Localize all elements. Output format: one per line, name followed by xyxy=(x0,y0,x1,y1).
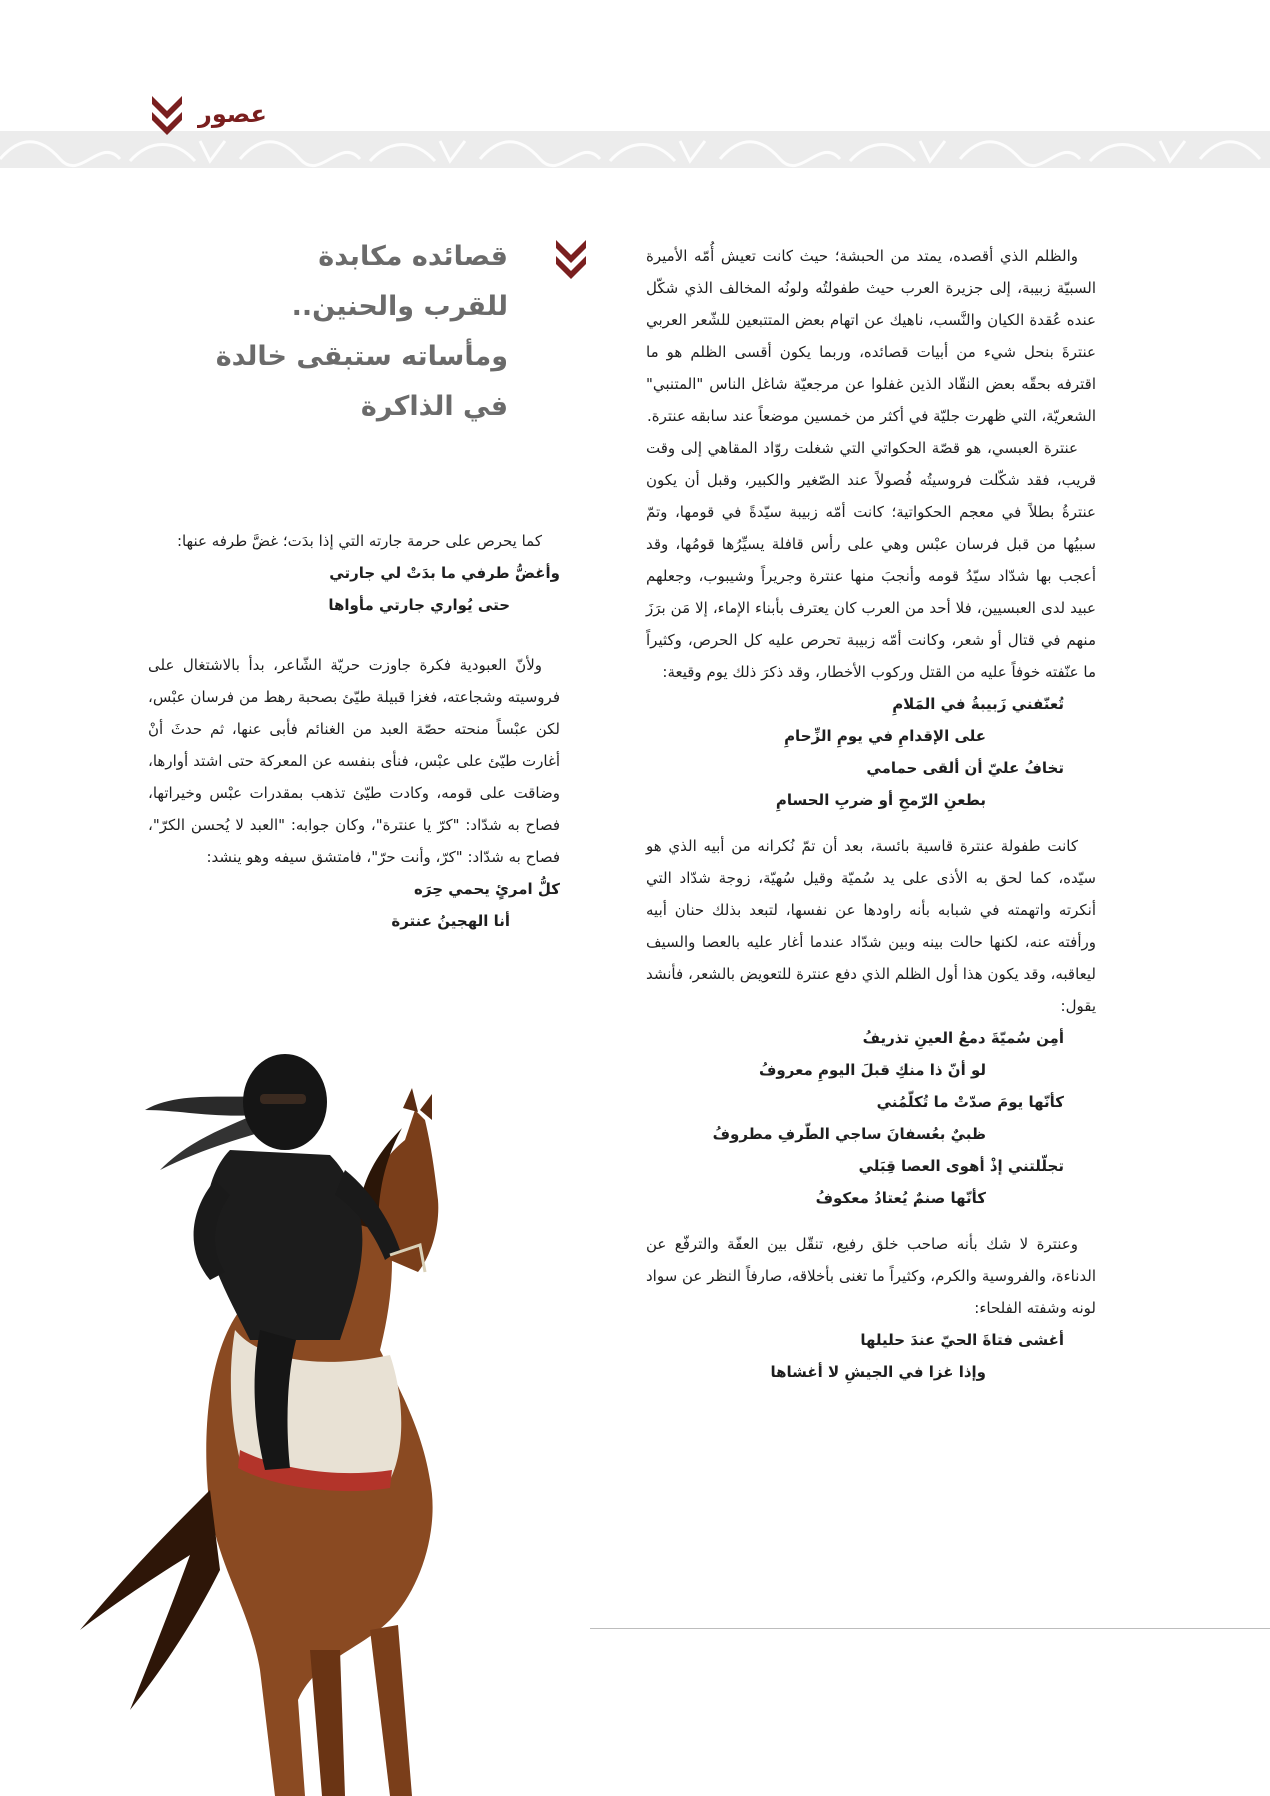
verse-line: وأغضُّ طرفي ما بدَتْ لي جارتي xyxy=(329,564,560,582)
calligraphy-pattern-icon xyxy=(0,131,1270,168)
header-decorative-band xyxy=(0,131,1270,168)
poem-verse xyxy=(646,688,1096,816)
poem-verse xyxy=(148,557,560,621)
body-paragraph: كانت طفولة عنترة قاسية بائسة، بعد أن تمّ نُكرانه من أبيه الذي هو سيّده، كما لحق به الأذى على يد سُميّة وقيل سُهيّة، زوجة شدّاد التي أنكرته واتهمته في شبابه بأنه راودها عن نفسها، لتبعد بذلك حنان أبيه ورأفته عنه، لكنها حالت بينه وبين شدّاد عندما أغار عليه بالعصا والسيف ليعاقبه، وقد يكون هذا أول الظلم الذي دفع عنترة للتعويض بالشعر، فأنشد يقول: xyxy=(646,837,1096,1015)
verse-line: تخافُ عليّ أن ألقى حمامي xyxy=(866,759,1064,777)
body-paragraph: ولأنّ العبودية فكرة جاوزت حريّة الشّاعر، بدأ بالاشتغال على فروسيته وشجاعته، فغزا قبيلة طيّئ بصحبة رهط من فرسان عبْس، لكن عبْساً منحته حصّة العبد من الغنائم فأبى عنها، ثم حدثَ أنْ أغارت طيّئ على عبْس، فنأى بنفسه عن المعركة حتى اشتد أوارها، وضاقت على قومه، وكادت طيّئ تذهب بمقدرات عبْس وخيراتها، فصاح به شدّاد: "كرّ يا عنترة"، وكان جوابه: "العبد لا يُحسن الكرّ"، فصاح به شدّاد: "كرّ، وأنت حرّ"، فامتشق سيفه وهو ينشد: xyxy=(148,656,560,866)
verse-line: تُعنّفني زَبيبةُ في المَلامِ xyxy=(892,695,1064,713)
poem-verse xyxy=(646,1324,1096,1388)
body-paragraph: عنترة العبسي، هو قصّة الحكواتي التي شغلت روّاد المقاهي إلى وقت قريب، فقد شكّلت فروسيتُه فُصولاً عند الصّغير والكبير، وقبل أن يكون عنترةُ بطلاً في معجم الحكواتية؛ كانت أمّه زبيبة سيّدةً في قومها، وتمّ سبيُها من قبل فرسان عبْس وهي على رأس قافلة يسيِّرُها قومُها، وقد أعجب بها شدّاد سيّدُ قومه وأنجبَ منها عنترة وجريراً وشيبوب، وجعلهم عبيد لدى العبسيين، فلا أحد من العرب كان يعترف بأبناء الإماء، إلا مَن برَزَ منهم في قتال أو شعر، وكانت أمّه زبيبة تحرص عليه كل الحرص، وكثيراً ما عنّفته خوفاً عليه من القتل وركوب الأخطار، وقد ذكرَ ذلك يوم وقيعة: xyxy=(646,439,1096,681)
body-paragraph: كما يحرص على حرمة جارته التي إذا بدَت؛ غضَّ طرفه عنها: xyxy=(176,532,542,550)
verse-line: على الإقدامِ في يومِ الزِّحامِ xyxy=(784,727,986,745)
verse-line: وإذا غزا في الجيشِ لا أغشاها xyxy=(770,1363,986,1381)
verse-line: كأنّها صنمٌ يُعتادُ معكوفُ xyxy=(815,1189,986,1207)
body-paragraph: والظلم الذي أقصده، يمتد من الحبشة؛ حيث كانت تعيش أُمّه الأميرة السبيّة زبيبة، إلى جزيرة العرب حيث طفولتُه ولونُه المخالف الذي شكّل عنده عُقدة الكيان والنَّسب، ناهيك عن اتهام بعض المتتبعين للشّعر العربي عنترةَ بنحل شيء من أبيات قصائده، وربما يكون أقسى الظلم هو ما اقترفه بحقّه بعض النقّاد الذين غفلوا عن مرجعيّة شاغل الناس "المتنبي" الشعريّة، التي ظهرت جليّة في أكثر من خمسين موضعاً عند سابقه عنترة. xyxy=(646,247,1096,425)
horse-rider-illustration xyxy=(60,1010,600,1796)
pull-quote-line: للقرب والحنين.. xyxy=(291,291,508,322)
section-label: عصور xyxy=(198,100,267,128)
verse-line: كلُّ امرئٍ يحمي حِرَه xyxy=(414,880,560,898)
article-column-left xyxy=(148,525,560,937)
pull-quote-line: في الذاكرة xyxy=(360,391,508,422)
article-column-right xyxy=(646,240,1096,1388)
pull-quote-line: ومأساته ستبقى خالدة xyxy=(215,341,508,372)
verse-line: تجلّلتني إذْ أهوى العصا قِبَلي xyxy=(858,1157,1064,1175)
verse-line: ظبيٌ بعُسفانَ ساجي الطّرفِ مطروفُ xyxy=(712,1125,986,1143)
verse-line: حتى يُواري جارتي مأواها xyxy=(328,596,510,614)
verse-line: كأنّها يومَ صدّتْ ما تُكلّمُني xyxy=(876,1093,1064,1111)
double-chevron-icon xyxy=(554,238,588,284)
column-divider-rule xyxy=(590,1628,1270,1629)
verse-line: أغشى فتاةَ الحيّ عندَ حليلها xyxy=(860,1331,1064,1349)
verse-line: بطعنِ الرّمحِ أو ضربِ الحسامِ xyxy=(775,791,986,809)
verse-line: لو أنّ ذا منكِ قبلَ اليومِ معروفُ xyxy=(759,1061,986,1079)
body-paragraph: وعنترة لا شك بأنه صاحب خلق رفيع، تنقّل بين العفّة والترفّع عن الدناءة، والفروسية والكرم، وكثيراً ما تغنى بأخلاقه، صارفاً النظر عن سواد لونه وشفته الفلحاء: xyxy=(646,1235,1096,1317)
poem-verse xyxy=(646,1022,1096,1214)
pull-quote-line: قصائده مكابدة xyxy=(318,241,508,272)
poem-verse xyxy=(148,873,560,937)
verse-line: أنا الهجينُ عنترة xyxy=(391,912,510,930)
verse-line: أمِن سُميّةَ دمعُ العينِ تذريفُ xyxy=(862,1029,1064,1047)
pull-quote xyxy=(215,232,508,432)
double-chevron-icon xyxy=(150,94,184,140)
